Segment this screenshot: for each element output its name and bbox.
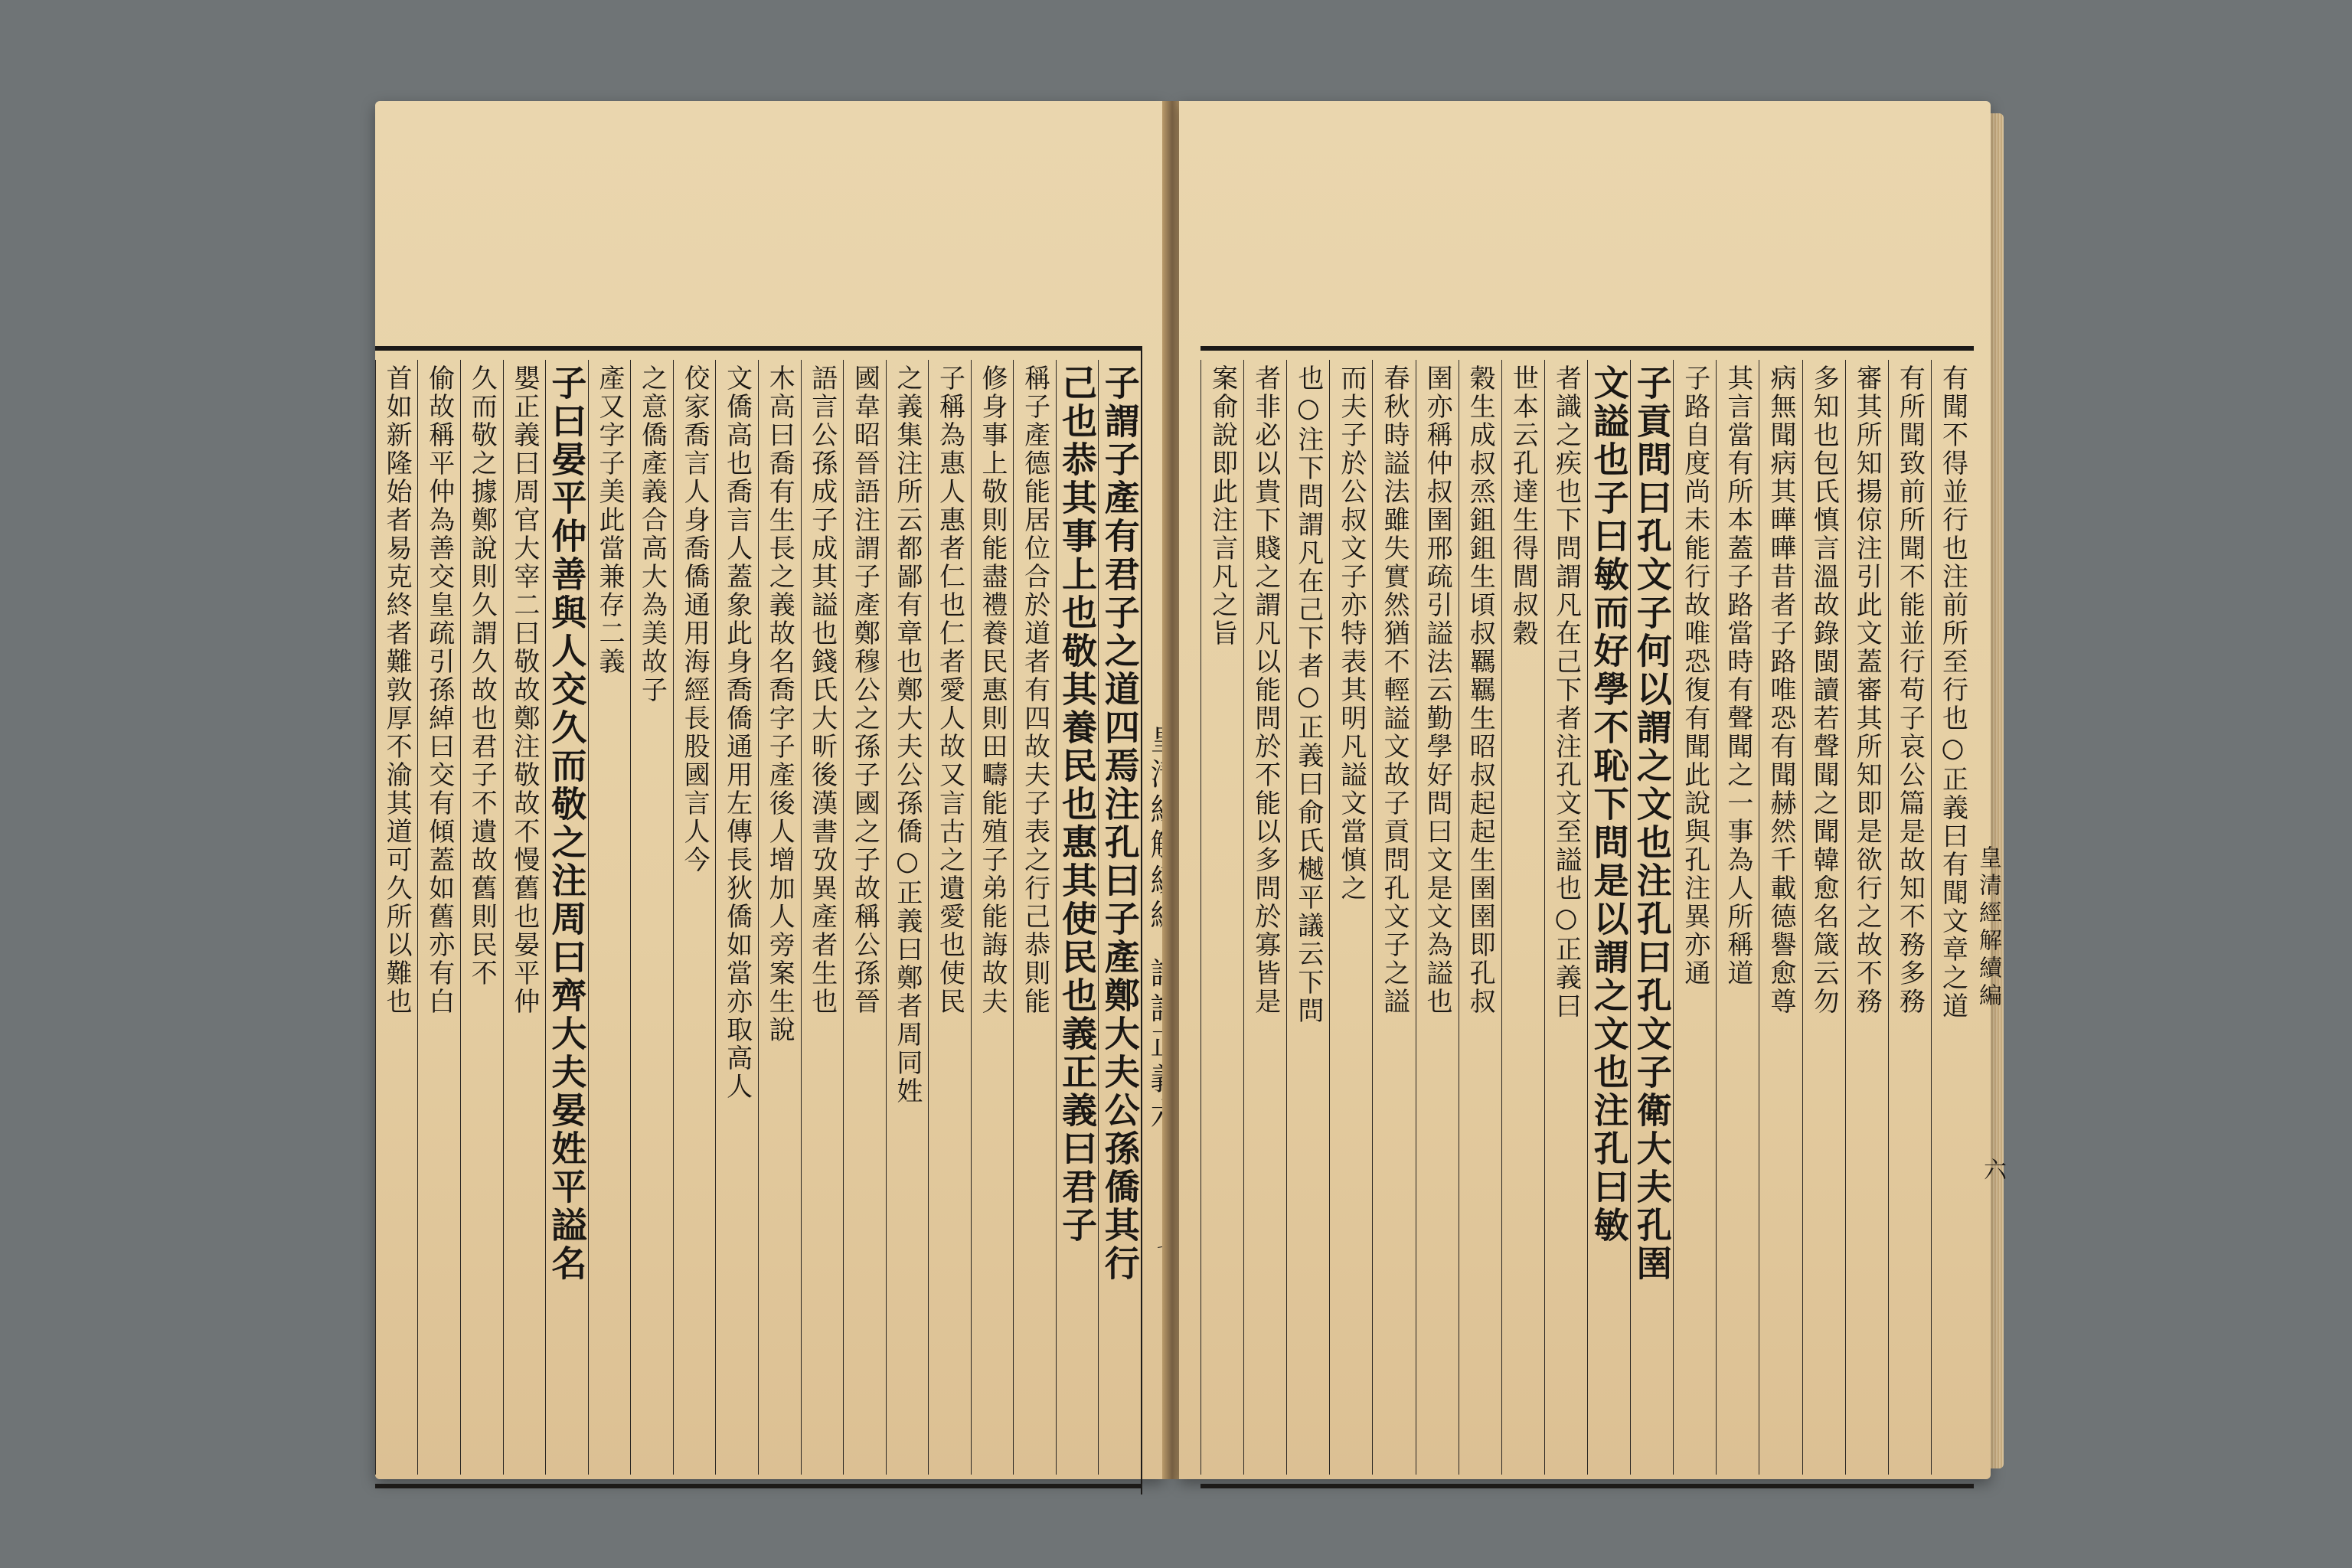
- right-column: 世本云孔達生得閭叔穀: [1501, 360, 1544, 1475]
- left-column: 國韋昭晉語注謂子產鄭穆公之孫子國之子故稱公孫晉: [843, 360, 886, 1475]
- left-column: 之義集注所云都鄙有章也鄭大夫公孫僑○正義曰鄭者周同姓: [886, 360, 929, 1475]
- left-column: 修身事上敬則能盡禮養民惠則田疇能殖子弟能誨故夫: [971, 360, 1014, 1475]
- left-column: 語言公孫成子成其謚也錢氏大昕後漢書攷異產者生也: [801, 360, 844, 1475]
- right-column: 子貢問曰孔文子何以謂之文也注孔曰孔文子衛大夫孔圉: [1630, 360, 1673, 1475]
- left-column: 子謂子產有君子之道四焉注孔曰子產鄭大夫公孫僑其行: [1098, 360, 1141, 1475]
- right-column: 圉亦稱仲叔圉邢疏引謚法云勤學好問曰文是文為謚也: [1416, 360, 1459, 1475]
- left-text-frame: [375, 346, 1141, 1488]
- left-column: 偷故稱平仲為善交皇疏引孫綽曰交有傾蓋如舊亦有白: [417, 360, 460, 1475]
- left-column: 稱子產德能居位合於道者有四故夫子表之行己恭則能: [1013, 360, 1056, 1475]
- left-column: 子曰晏平仲善與人交久而敬之注周曰齊大夫晏姓平謚名: [545, 360, 588, 1475]
- right-column: 多知也包氏慎言溫故錄閩讀若聲聞之聞韓愈名箴云勿: [1802, 360, 1845, 1475]
- right-column: 文謚也子曰敏而好學不恥下問是以謂之文也注孔曰敏: [1587, 360, 1630, 1475]
- right-margin-title-text: 皇清經解續編: [1975, 845, 2001, 1011]
- left-column: 子稱為惠人惠者仁也仁者愛人故又言古之遺愛也使民: [928, 360, 971, 1475]
- right-column: 也○注下問謂凡在己下者○正義曰俞氏樾平議云下問: [1286, 360, 1329, 1475]
- left-column: 久而敬之據鄭說則久謂久故也君子不遺故舊則民不: [460, 360, 503, 1475]
- right-margin-title: [1974, 346, 2004, 1494]
- right-column: 有聞不得並行也注前所至行也○正義曰有聞文章之道: [1931, 360, 1974, 1475]
- right-column: 其言當有所本蓋子路當時有聲聞之一事為人所稱道: [1716, 360, 1759, 1475]
- right-column: 審其所知揚倞注引此文蓋審其所知即是欲行之故不務: [1845, 360, 1888, 1475]
- right-column: 者識之疾也下問謂凡在己下者注孔文至謚也○正義曰: [1544, 360, 1587, 1475]
- left-column: 產又字子美此當兼存二義: [588, 360, 631, 1475]
- right-column: 者非必以貴下賤之謂凡以能問於不能以多問於寡皆是: [1243, 360, 1286, 1475]
- left-column: 佼家喬言人身喬僑通用海經長股國言人今: [673, 360, 716, 1475]
- right-column: 而夫子於公叔文子亦特表其明凡謚文當慎之: [1329, 360, 1372, 1475]
- right-column: 穀生成叔烝鉏鉏生頃叔羈羈生昭叔起起生圉圉即孔叔: [1459, 360, 1501, 1475]
- left-column: 木高曰喬有生長之義故名喬字子產後人增加人旁案生說: [758, 360, 801, 1475]
- right-page: [1179, 101, 2006, 1479]
- right-column: 子路自度尚未能行故唯恐復有聞此說與孔注異亦通: [1673, 360, 1716, 1475]
- left-page: [375, 101, 1164, 1479]
- right-column: 病無聞病其曄曄昔者子路唯恐有聞赫然千載德譽愈尊: [1759, 360, 1802, 1475]
- left-column: 之意僑產義合高大為美故子: [630, 360, 673, 1475]
- right-column: 春秋時謚法雖失實然猶不輕謚文故子貢問孔文子之謚: [1372, 360, 1415, 1475]
- right-folio: 六: [1979, 1158, 2006, 1181]
- left-column: 嬰正義曰周官大宰二曰敬故鄭注敬故不慢舊也晏平仲: [503, 360, 546, 1475]
- left-column: 首如新隆始者易克終者難敦厚不渝其道可久所以難也: [375, 360, 418, 1475]
- left-column: 己也恭其事上也敬其養民也惠其使民也義正義曰君子: [1056, 360, 1099, 1475]
- right-column: 案俞說即此注言凡之旨: [1200, 360, 1243, 1475]
- right-column: 有所聞致前所聞不能並行苟子哀公篇是故知不務多務: [1888, 360, 1931, 1475]
- right-text-frame: [1200, 346, 1974, 1488]
- left-column: 文僑高也喬言人蓋象此身喬僑通用左傳長狄僑如當亦取高人: [715, 360, 758, 1475]
- open-book: [360, 90, 2006, 1491]
